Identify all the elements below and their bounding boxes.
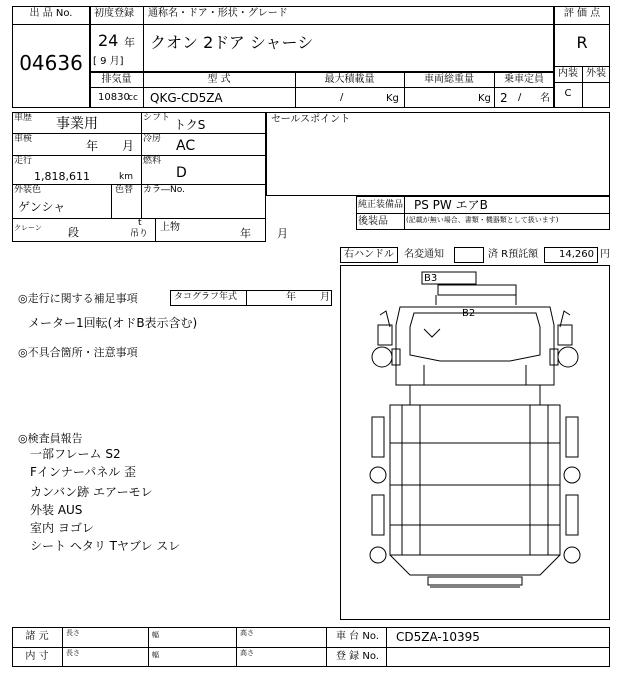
capacity-sep: / bbox=[518, 92, 522, 103]
history-value: 事業用 bbox=[56, 116, 98, 132]
naisun-label: 内 寸 bbox=[25, 651, 49, 662]
wheel-front-right bbox=[558, 347, 578, 367]
report-line: カンバン跡 エアーモレ bbox=[30, 485, 153, 499]
defects-label: ◎不具合箇所・注意事項 bbox=[18, 346, 138, 359]
exterior-label: 外装 bbox=[586, 68, 606, 79]
report-line: Fインナーパネル 歪 bbox=[30, 465, 137, 479]
report-line: 一部フレーム S2 bbox=[30, 447, 121, 461]
inspection-label: 車検 bbox=[14, 134, 33, 144]
wheel-front-left bbox=[372, 347, 392, 367]
recycle-label: 済 R預託額 bbox=[488, 249, 539, 260]
shift-value: トクS bbox=[174, 118, 206, 132]
sales-label: セールスポイント bbox=[271, 114, 351, 125]
b2-label: B2 bbox=[462, 308, 476, 319]
wheel-rear-left-1 bbox=[370, 467, 386, 483]
chassis-label: 車 台 No. bbox=[336, 631, 379, 642]
tacho-month: 月 bbox=[320, 292, 330, 303]
joujou-month: 月 bbox=[277, 227, 288, 240]
inspector-label: ◎検査員報告 bbox=[18, 432, 83, 445]
interior-grade: C bbox=[564, 88, 572, 99]
type-label: 型 式 bbox=[207, 74, 231, 85]
name-label: 通称名・ドア・形状・グレード bbox=[148, 8, 288, 19]
reg-year-unit: 年 bbox=[124, 36, 135, 49]
joujou-label: 上物 bbox=[160, 222, 180, 233]
crane-dan: 段 bbox=[68, 226, 79, 239]
height-label-2: 高さ bbox=[240, 649, 254, 657]
rhd-label: 右ハンドル bbox=[344, 249, 394, 260]
wheel-rear-left-2 bbox=[370, 547, 386, 563]
crane-t: t bbox=[138, 218, 142, 228]
tacho-year: 年 bbox=[286, 292, 296, 303]
color-no-label: カラ―No. bbox=[143, 185, 185, 195]
title-change-label: 名変通知 bbox=[404, 249, 444, 260]
length-label-2: 長さ bbox=[66, 649, 80, 657]
crane-tsuri: 吊り bbox=[130, 229, 149, 239]
aircon-label: 冷房 bbox=[143, 134, 162, 144]
mileage-unit: km bbox=[119, 172, 133, 182]
chassis-value: CD5ZA-10395 bbox=[396, 630, 480, 644]
shogen-label: 諸 元 bbox=[25, 631, 49, 642]
reg-year: 24 bbox=[98, 31, 119, 50]
first-reg-label: 初度登録 bbox=[94, 8, 134, 19]
height-label: 高さ bbox=[240, 629, 254, 637]
width-label: 幅 bbox=[152, 631, 159, 639]
travel-notes-label: ◎走行に関する補足事項 bbox=[18, 292, 138, 305]
aftermarket-label: 後装品 bbox=[358, 216, 388, 227]
b3-label: B3 bbox=[424, 273, 438, 284]
report-line: 室内 ヨゴレ bbox=[30, 521, 94, 535]
wheel-rear-right-2 bbox=[564, 547, 580, 563]
crane-label: クレーン bbox=[14, 224, 42, 232]
inspection-month: 月 bbox=[122, 139, 135, 153]
recycle-unit: 円 bbox=[600, 249, 610, 260]
lot-number: 04636 bbox=[19, 51, 83, 75]
frame-damage-mark bbox=[424, 329, 440, 337]
interior-label: 内装 bbox=[558, 68, 578, 79]
mileage-label: 走行 bbox=[14, 156, 33, 166]
equip-label: 純正装備品 bbox=[358, 200, 404, 210]
aircon-value: AC bbox=[176, 138, 196, 154]
maxload-slash: / bbox=[340, 92, 344, 103]
grade-value: R bbox=[576, 33, 588, 52]
capacity-value: 2 bbox=[500, 91, 508, 105]
color-value: ゲンシャ bbox=[18, 200, 66, 214]
history-label: 車歴 bbox=[14, 113, 33, 123]
aftermarket-note: (記載が無い場合、書類・機器類として扱います) bbox=[406, 216, 559, 224]
title-change-box bbox=[454, 247, 484, 263]
displacement-unit: cc bbox=[128, 93, 138, 103]
car-name: クオン 2ドア シャーシ bbox=[150, 33, 314, 52]
inspection-year: 年 bbox=[86, 139, 99, 153]
color-label: 外装色 bbox=[14, 185, 42, 195]
displacement-label: 排気量 bbox=[101, 74, 132, 85]
displacement-value: 10830 bbox=[98, 92, 130, 103]
fuel-value: D bbox=[176, 165, 187, 181]
wheel-rear-right-1 bbox=[564, 467, 580, 483]
equip-value: PS PW エアB bbox=[414, 198, 488, 212]
length-label: 長さ bbox=[66, 629, 80, 637]
joujou-year: 年 bbox=[240, 227, 251, 240]
report-line: 外装 AUS bbox=[30, 503, 83, 517]
kg-unit-1: Kg bbox=[386, 93, 399, 104]
capacity-unit: 名 bbox=[540, 93, 550, 104]
capacity-label: 乗車定員 bbox=[504, 74, 544, 85]
recycle-value: 14,260 bbox=[559, 249, 594, 260]
width-label-2: 幅 bbox=[152, 651, 159, 659]
report-line: シート ヘタリ Tヤブレ スレ bbox=[30, 539, 181, 553]
gvw-label: 車両総重量 bbox=[424, 74, 474, 85]
reg-month: [ 9 月] bbox=[93, 56, 124, 67]
reg-no-label: 登 録 No. bbox=[336, 651, 379, 662]
maxload-label: 最大積載量 bbox=[324, 74, 375, 85]
kg-unit-2: Kg bbox=[478, 93, 491, 104]
lot-label: 出 品 No. bbox=[29, 8, 73, 19]
mileage-value: 1,818,611 bbox=[34, 170, 90, 183]
tacho-label: タコグラフ年式 bbox=[174, 292, 238, 302]
color-change-label: 色替 bbox=[115, 185, 134, 195]
shift-label: シフト bbox=[143, 113, 171, 123]
grade-label: 評 価 点 bbox=[563, 8, 601, 19]
fuel-label: 燃料 bbox=[143, 156, 162, 166]
model-code: QKG-CD5ZA bbox=[150, 91, 223, 105]
meter-note: メーター1回転(オドB表示含む) bbox=[28, 316, 198, 330]
